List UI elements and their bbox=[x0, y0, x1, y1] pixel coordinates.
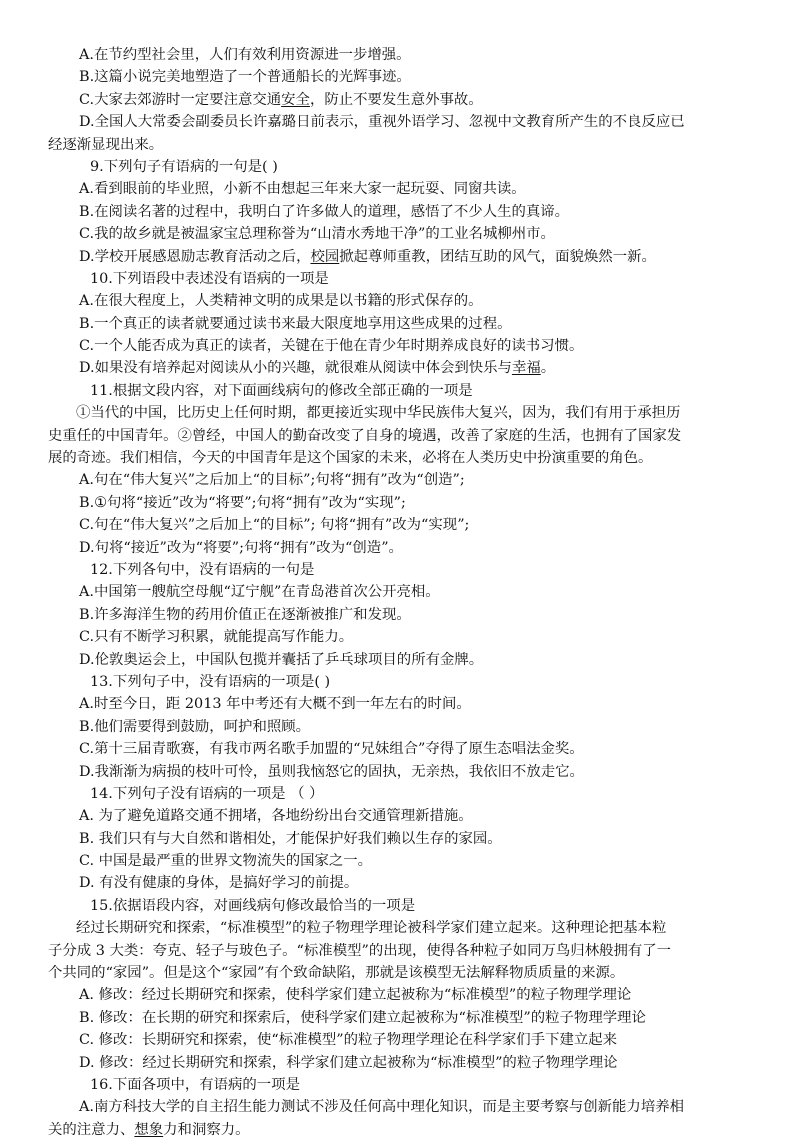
option-line: C.只有不断学习积累，就能提高写作能力。 bbox=[79, 629, 354, 646]
option-line: B.①句将“接近”改为“将要”;句将“拥有”改为“实现”; bbox=[79, 494, 406, 511]
option-line bbox=[0, 246, 794, 268]
option-line: D.我渐渐为病损的枝叶可怜，虽则我恼怒它的固执，无亲热，我依旧不放走它。 bbox=[79, 763, 584, 780]
option-line: B. 我们只有与大自然和谐相处，才能保护好我们赖以生存的家园。 bbox=[79, 830, 502, 847]
option-line bbox=[0, 89, 794, 111]
option-line: A. 为了避免道路交通不拥堵，各地纷纷出台交通管理新措施。 bbox=[79, 808, 473, 825]
option-line: A.中国第一艘航空母舰“辽宁舰”在青岛港首次公开亮相。 bbox=[79, 584, 440, 601]
option-line: B.这篇小说完美地塑造了一个普通船长的光辉事迹。 bbox=[79, 69, 411, 86]
option-line: B.许多海洋生物的药用价值正在逐渐被推广和发现。 bbox=[79, 606, 411, 623]
option-line: D.全国人大常委会副委员长许嘉璐日前表示，重视外语学习、忽视中文教育所产生的不良反应已 bbox=[79, 114, 685, 131]
underlined-word: 校园 bbox=[310, 248, 340, 265]
option-line: C.一个人能否成为真正的读者，关键在于他在青少年时期养成良好的读书习惯。 bbox=[79, 338, 584, 355]
option-line: A.时至今日，距 2013 年中考还有大概不到一年左右的时间。 bbox=[79, 696, 471, 713]
option-text: D.如果没有培养起对阅读从小的兴趣，就很难从阅读中体会到快乐与 bbox=[79, 360, 512, 377]
option-line: C. 中国是最严重的世界文物流失的国家之一。 bbox=[79, 853, 373, 870]
option-line: B.在阅读名著的过程中，我明白了许多做人的道理，感悟了不少人生的真谛。 bbox=[79, 203, 570, 220]
question-stem: 14.下列句子没有语病的一项是 （ ） bbox=[90, 785, 324, 802]
underlined-word: 想象 bbox=[134, 1121, 164, 1138]
option-line: A. 修改：经过长期研究和探索，使科学家们建立起被称为“标准模型”的粒子物理学理论 bbox=[79, 987, 632, 1004]
question-stem: 15.依据语段内容，对画线病句修改最恰当的一项是 bbox=[90, 897, 416, 914]
option-text: 力和洞察力。 bbox=[163, 1121, 250, 1138]
option-text: D.学校开展感恩励志教育活动之后， bbox=[79, 248, 311, 265]
option-line: B.一个真正的读者就要通过读书来最大限度地享用这些成果的过程。 bbox=[79, 315, 512, 332]
passage-line: 史重任的中国青年。②曾经，中国人的勤奋改变了自身的境遇，改善了家庭的生活，也拥有了国家发 bbox=[48, 427, 682, 444]
underlined-word: 安全 bbox=[281, 91, 310, 108]
option-line: D.伦敦奥运会上，中国队包揽并囊括了乒乓球项目的所有金牌。 bbox=[79, 651, 484, 668]
option-line: A.看到眼前的毕业照，小新不由想起三年来大家一起玩耍、同窗共读。 bbox=[79, 181, 526, 198]
question-stem: 16.下面各项中，有语病的一项是 bbox=[90, 1076, 300, 1093]
option-text: C.大家去郊游时一定要注意交通 bbox=[79, 91, 282, 108]
question-stem: 9.下列句子有语病的一句是( ) bbox=[90, 158, 278, 175]
option-line: B.他们需要得到鼓励，呵护和照顾。 bbox=[79, 718, 311, 735]
option-line: A.句在“伟大复兴”之后加上“的目标”;句将“拥有”改为“创造”; bbox=[79, 472, 465, 489]
option-line: D. 有没有健康的身体，是搞好学习的前提。 bbox=[79, 875, 359, 892]
option-line: B. 修改：在长期的研究和探索后，使科学家们建立起被称为“标准模型”的粒子物理学理论 bbox=[79, 1009, 646, 1026]
option-line: D. 修改：经过长期研究和探索，科学家们建立起被称为“标准模型”的粒子物理学理论 bbox=[79, 1054, 618, 1071]
option-line bbox=[0, 357, 794, 379]
option-line: A.南方科技大学的自主招生能力测试不涉及任何高中理化知识，而是主要考察与创新能力培养相 bbox=[79, 1099, 684, 1116]
option-line-continued: 经逐渐显现出来。 bbox=[48, 136, 164, 153]
question-stem: 12.下列各句中，没有语病的一句是 bbox=[90, 561, 315, 578]
passage-line: 个共同的“家园”。但是这个“家园”有个致命缺陷，那就是该模型无法解释物质质量的来源。 bbox=[48, 965, 625, 982]
passage-line: ①当代的中国，比历史上任何时期，都更接近实现中华民族伟大复兴，因为，我们有用于承担历 bbox=[76, 405, 681, 422]
option-text: 。 bbox=[540, 360, 556, 377]
option-line: D.句将“接近”改为“将要”;句将“拥有”改为“创造”。 bbox=[79, 539, 403, 556]
option-line: C.第十三届青歌赛，有我市两名歌手加盟的“兄妹组合”夺得了原生态唱法金奖。 bbox=[79, 741, 584, 758]
option-line: C.句在“伟大复兴”之后加上“的目标”; 句将“拥有”改为“实现”; bbox=[79, 517, 470, 534]
passage-line: 经过长期研究和探索，“标准模型”的粒子物理学理论被科学家们建立起来。这种理论把基本粒 bbox=[76, 920, 667, 937]
underlined-word: 幸福 bbox=[511, 360, 541, 377]
passage-line: 子分成 3 大类：夸克、轻子与玻色子。“标准模型”的出现，使得各种粒子如同万鸟归林般拥有了一 bbox=[48, 942, 672, 959]
passage-line: 展的奇迹。我们相信，今天的中国青年是这个国家的未来，必将在人类历史中扮演重要的角色。 bbox=[48, 450, 653, 467]
option-line: C. 修改：长期研究和探索，使“标准模型”的粒子物理学理论在科学家们手下建立起来 bbox=[79, 1032, 618, 1049]
question-stem: 10.下列语段中表述没有语病的一项是 bbox=[90, 270, 329, 287]
question-stem: 11.根据文段内容，对下面画线病句的修改全部正确的一项是 bbox=[90, 382, 473, 399]
option-text: 关的注意力、 bbox=[48, 1121, 135, 1138]
option-line: C.我的故乡就是被温家宝总理称誉为“山清水秀地干净”的工业名城柳州市。 bbox=[79, 226, 555, 243]
option-text: ，防止不要发生意外事故。 bbox=[309, 91, 483, 108]
option-line: A.在节约型社会里，人们有效利用资源进一步增强。 bbox=[79, 47, 411, 63]
option-text: 掀起尊师重教，团结互助的风气，面貌焕然一新。 bbox=[339, 248, 656, 265]
option-line: A.在很大程度上，人类精神文明的成果是以书籍的形式保存的。 bbox=[79, 293, 483, 310]
question-stem: 13.下列句子中，没有语病的一项是( ) bbox=[90, 673, 331, 690]
option-line-continued bbox=[0, 1119, 794, 1141]
